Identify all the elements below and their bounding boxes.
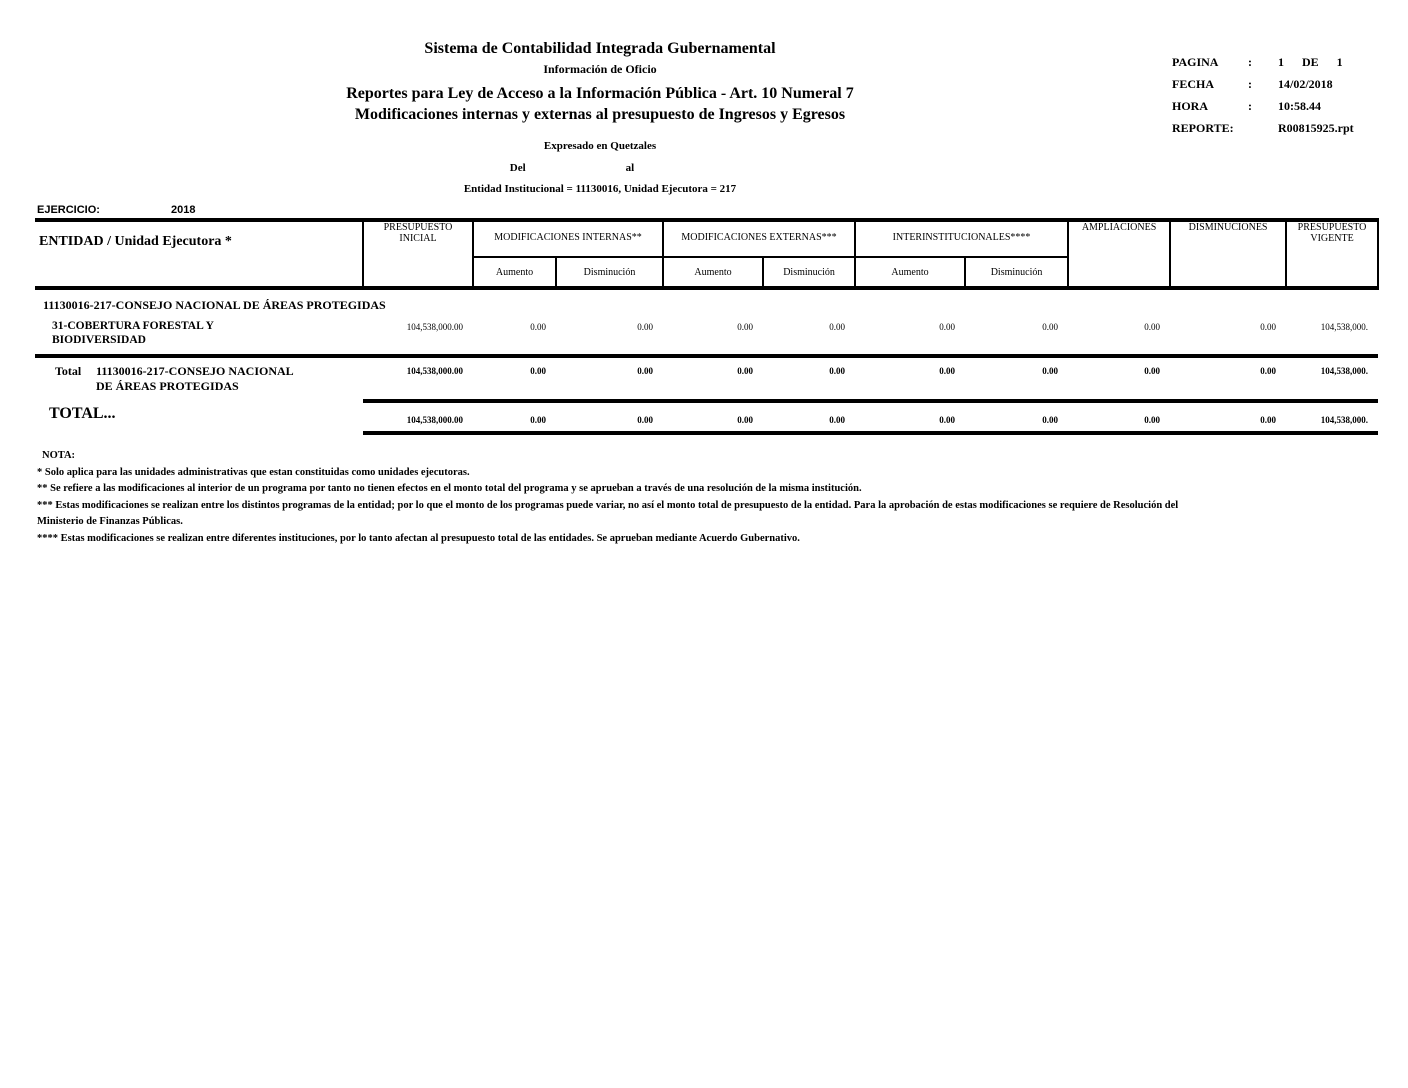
- reporte-colon: [1248, 121, 1266, 136]
- meta-reporte-row: [1172, 121, 1392, 136]
- subcol-ii-disminucion: Disminución: [965, 257, 1068, 288]
- grand-presupuesto-inicial: 104,538,000.00: [363, 401, 473, 433]
- total-ampliaciones: 0.00: [1068, 356, 1170, 401]
- col-header-presupuesto-vigente: PRESUPUESTO VIGENTE: [1286, 220, 1378, 288]
- pagina-current: 1: [1278, 55, 1284, 69]
- total-mi-disminucion: 0.00: [556, 356, 663, 401]
- total-ii-disminucion: 0.00: [965, 356, 1068, 401]
- col-header-presupuesto-inicial: PRESUPUESTO INICIAL: [363, 220, 473, 288]
- program-mi-aumento: 0.00: [473, 315, 556, 356]
- col-header-interinstitucionales: INTERINSTITUCIONALES****: [855, 220, 1068, 257]
- subcol-mi-aumento: Aumento: [473, 257, 556, 288]
- footnote-3: *** Estas modificaciones se realizan entre los distintos programas de la entidad; por lo que el monto de los programas puede variar, no así el monto total de presupuesto de la entidad. Para la aprobación de estas modificaciones se requiere de Resolución del Ministerio de Finanzas Públicas.: [37, 499, 1179, 528]
- date-from-label: Del: [509, 162, 526, 174]
- meta-pagina-row: [1172, 55, 1392, 70]
- meta-fecha-row: [1172, 77, 1392, 92]
- ejercicio-value: 2018: [171, 204, 196, 216]
- subcol-me-disminucion: Disminución: [763, 257, 855, 288]
- report-header: [35, 40, 1165, 195]
- col-header-disminuciones: DISMINUCIONES: [1170, 220, 1286, 288]
- meta-hora-row: [1172, 99, 1392, 114]
- report-title-line1: Reportes para Ley de Acceso a la Información Pública - Art. 10 Numeral 7: [346, 85, 854, 102]
- program-ii-disminucion: 0.00: [965, 315, 1068, 356]
- col-header-modificaciones-externas: MODIFICACIONES EXTERNAS***: [663, 220, 855, 257]
- ejercicio-line: [37, 204, 196, 216]
- grand-me-disminucion: 0.00: [763, 401, 855, 433]
- total-label: Total: [55, 363, 82, 378]
- footnote-1: * Solo aplica para las unidades administrativas que estan constituidas como unidades ejecutoras.: [37, 466, 470, 478]
- reporte-label: REPORTE:: [1172, 121, 1234, 135]
- pagina-de: DE: [1302, 55, 1319, 69]
- program-disminuciones: 0.00: [1170, 315, 1286, 356]
- fecha-colon: :: [1248, 77, 1252, 91]
- entity-total-label-wrap: [55, 364, 363, 395]
- program-ii-aumento: 0.00: [855, 315, 965, 356]
- col-header-ampliaciones: AMPLIACIONES: [1068, 220, 1170, 288]
- nota-title: NOTA:: [42, 450, 76, 461]
- date-to-label: al: [625, 162, 635, 174]
- pagina-total: 1: [1336, 55, 1343, 69]
- grand-mi-disminucion: 0.00: [556, 401, 663, 433]
- hora-value: 10:58.44: [1278, 99, 1321, 113]
- table-header: [35, 220, 1378, 288]
- subcol-ii-aumento: Aumento: [855, 257, 965, 288]
- grand-disminuciones: 0.00: [1170, 401, 1286, 433]
- total-me-aumento: 0.00: [663, 356, 763, 401]
- total-presupuesto-inicial: 104,538,000.00: [363, 356, 473, 401]
- total-me-disminucion: 0.00: [763, 356, 855, 401]
- col-header-modificaciones-internas: MODIFICACIONES INTERNAS**: [473, 220, 663, 257]
- program-name-cell: [35, 315, 363, 356]
- total-ii-aumento: 0.00: [855, 356, 965, 401]
- program-me-aumento: 0.00: [663, 315, 763, 356]
- budget-modifications-table: [35, 218, 1379, 435]
- program-ampliaciones: 0.00: [1068, 315, 1170, 356]
- pagina-value: [1266, 55, 1392, 70]
- grand-me-aumento: 0.00: [663, 401, 763, 433]
- currency-note: Expresado en Quetzales: [543, 140, 657, 152]
- entity-total-row: [35, 356, 1378, 401]
- total-mi-aumento: 0.00: [473, 356, 556, 401]
- entity-group-title: 11130016-217-CONSEJO NACIONAL DE ÁREAS PROTEGIDAS: [43, 298, 386, 312]
- total-entity-name: 11130016-217-CONSEJO NACIONAL DE ÁREAS PROTEGIDAS: [96, 363, 294, 394]
- subtitle-informacion-oficio: Información de Oficio: [543, 62, 657, 76]
- grand-mi-aumento: 0.00: [473, 401, 556, 433]
- ejercicio-label: EJERCICIO:: [37, 204, 100, 216]
- pagina-colon: :: [1248, 55, 1252, 69]
- footnote-4: **** Estas modificaciones se realizan entre diferentes instituciones, por lo tanto afectan al presupuesto total de las entidades. Se aprueban mediante Acuerdo Gubernativo.: [37, 532, 800, 544]
- footnote-2: ** Se refiere a las modificaciones al interior de un programa por tanto no tienen efectos en el monto total del programa y se aprueban a través de una resolución de la misma institución.: [37, 483, 862, 495]
- entity-filter-line: Entidad Institucional = 11130016, Unidad Ejecutora = 217: [463, 183, 737, 195]
- grand-ii-disminucion: 0.00: [965, 401, 1068, 433]
- total-presupuesto-vigente: 104,538,000.: [1286, 356, 1378, 401]
- hora-colon: :: [1248, 99, 1252, 113]
- subcol-me-aumento: Aumento: [663, 257, 763, 288]
- report-meta: [1172, 55, 1392, 143]
- reporte-value: R00815925.rpt: [1278, 121, 1354, 135]
- program-me-disminucion: 0.00: [763, 315, 855, 356]
- total-disminuciones: 0.00: [1170, 356, 1286, 401]
- program-presupuesto-vigente: 104,538,000.: [1286, 315, 1378, 356]
- grand-ii-aumento: 0.00: [855, 401, 965, 433]
- entity-group-row: [35, 288, 1378, 315]
- system-title: Sistema de Contabilidad Integrada Gubernamental: [424, 40, 776, 57]
- report-title-line2: Modificaciones internas y externas al presupuesto de Ingresos y Egresos: [354, 106, 846, 123]
- grand-presupuesto-vigente: 104,538,000.: [1286, 401, 1378, 433]
- fecha-label: FECHA: [1172, 77, 1214, 91]
- hora-label: HORA: [1172, 99, 1208, 113]
- footnotes: [37, 448, 1199, 547]
- grand-total-label: TOTAL...: [49, 404, 116, 422]
- entity-total-label-cell: [35, 356, 363, 401]
- col-header-entidad: ENTIDAD / Unidad Ejecutora *: [35, 220, 363, 288]
- fecha-value: 14/02/2018: [1278, 77, 1333, 91]
- grand-ampliaciones: 0.00: [1068, 401, 1170, 433]
- pagina-label: PAGINA: [1172, 55, 1219, 69]
- grand-total-row: [35, 401, 1378, 433]
- program-name: 31-COBERTURA FORESTAL Y BIODIVERSIDAD: [52, 320, 214, 347]
- program-row: [35, 315, 1378, 356]
- program-mi-disminucion: 0.00: [556, 315, 663, 356]
- date-range-line: [7, 162, 1137, 174]
- program-presupuesto-inicial: 104,538,000.00: [363, 315, 473, 356]
- subcol-mi-disminucion: Disminución: [556, 257, 663, 288]
